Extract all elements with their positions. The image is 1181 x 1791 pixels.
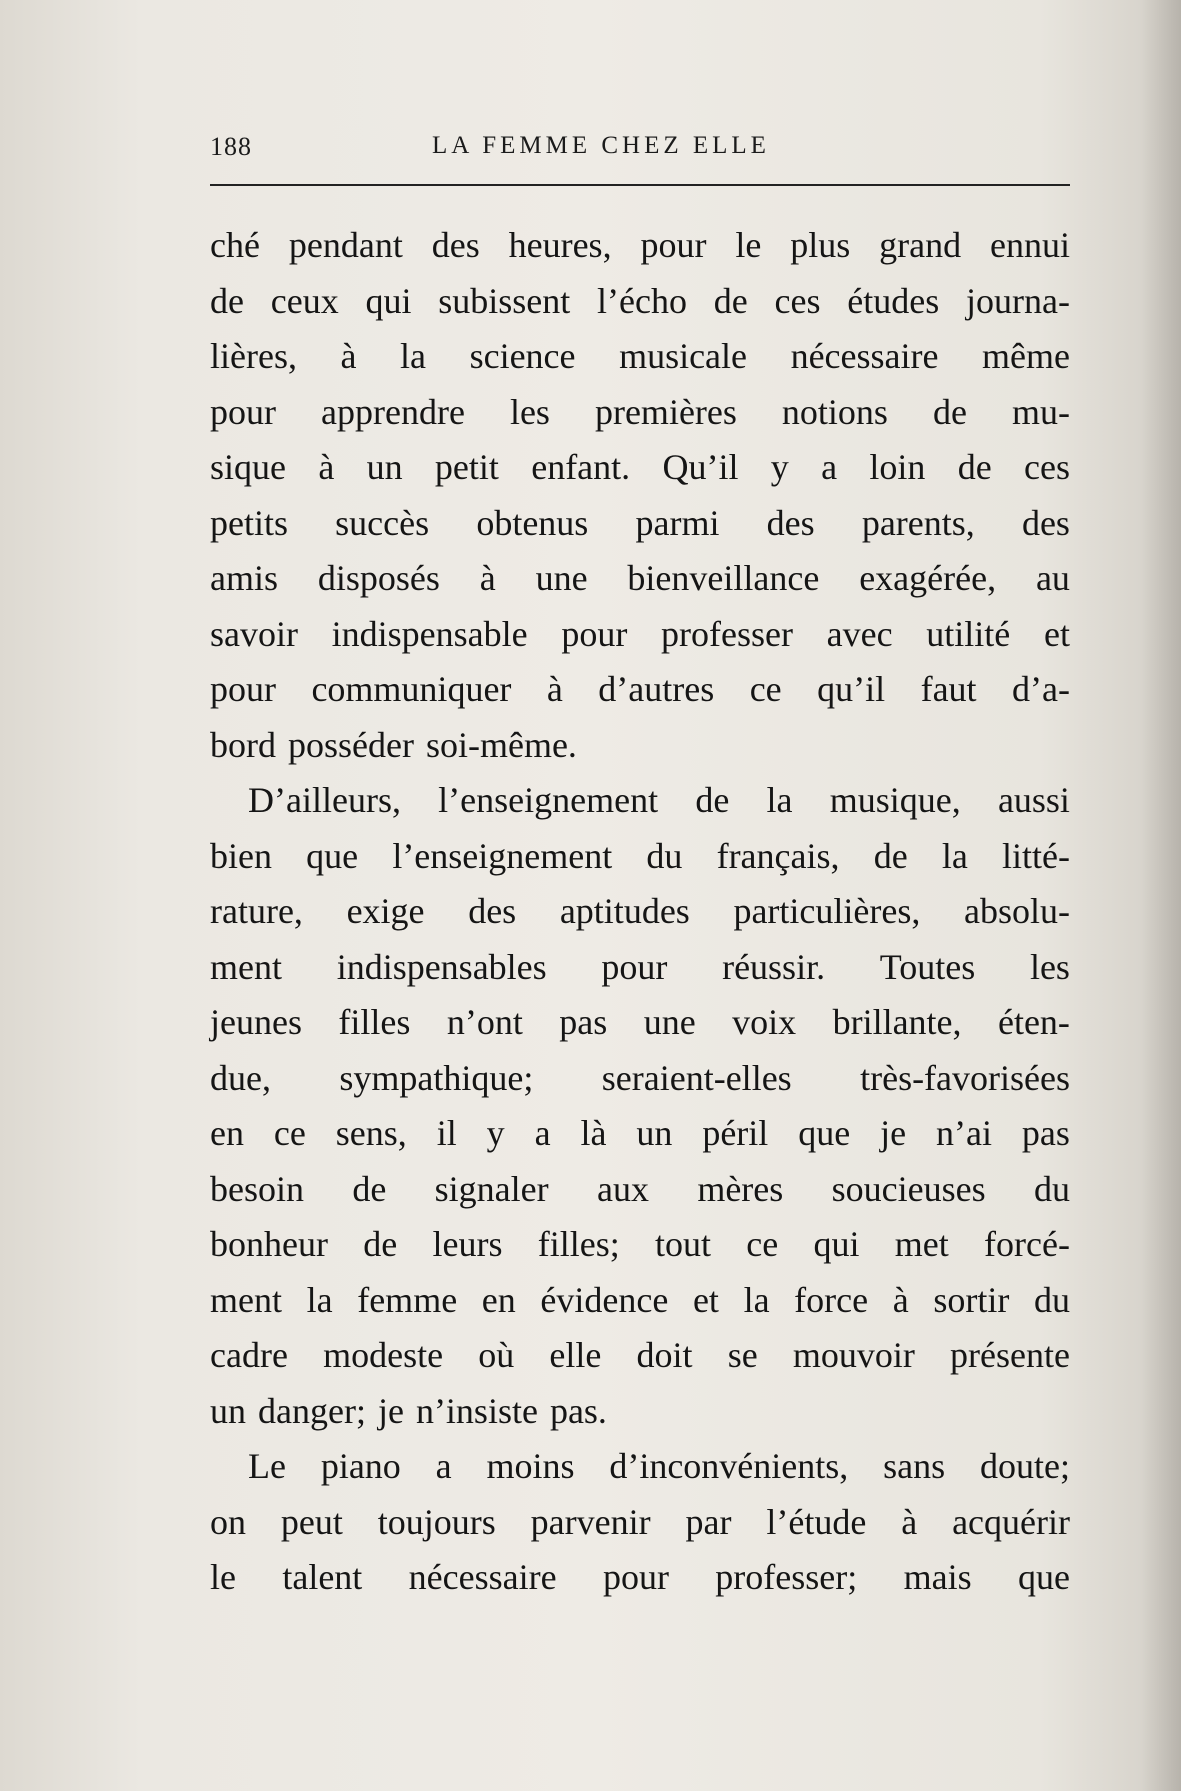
text-line: amis disposés à une bienveillance exagérée, au [210,558,1070,598]
text-line: le talent nécessaire pour professer; mais que [210,1557,1070,1597]
header-rule [210,184,1070,186]
text-line: petits succès obtenus parmi des parents, des [210,502,1070,543]
text-line: savoir indispensable pour professer avec utilité et [210,613,1070,654]
text-line: D’ailleurs, l’enseignement de la musique, aussi [248,780,1070,820]
paragraph [210,773,1070,1439]
text-line: ment la femme en évidence et la force à sortir du [210,1279,1070,1320]
body-text [210,218,1070,1606]
text-line: jeunes filles n’ont pas une voix brillante, éten- [210,1002,1070,1042]
text-line: pour communiquer à d’autres ce qu’il faut d’a- [210,669,1070,709]
text-line: bonheur de leurs filles; tout ce qui met forcé- [210,1224,1070,1264]
text-line: ment indispensables pour réussir. Toutes les [210,946,1070,987]
text-line: bien que l’enseignement du français, de la litté- [210,835,1070,876]
text-line: rature, exige des aptitudes particulières, absolu- [210,891,1070,931]
text-line: cadre modeste où elle doit se mouvoir présente [210,1335,1070,1375]
text-line: pour apprendre les premières notions de mu- [210,391,1070,432]
text-line: lières, à la science musicale nécessaire même [210,336,1070,376]
paragraph [210,218,1070,773]
page-number: 188 [210,132,252,161]
text-line: en ce sens, il y a là un péril que je n’ai pas [210,1113,1070,1153]
page-gutter-shadow [1141,0,1181,1791]
text-line: ché pendant des heures, pour le plus grand ennui [210,225,1070,265]
text-line: de ceux qui subissent l’écho de ces études journa- [210,280,1070,321]
running-title: LA FEMME CHEZ ELLE [432,132,770,159]
text-line: bord posséder soi-même. [210,724,577,765]
text-line: sique à un petit enfant. Qu’il y a loin de ces [210,447,1070,487]
paragraph [210,1439,1070,1606]
page-header [210,128,1070,168]
text-line: besoin de signaler aux mères soucieuses du [210,1168,1070,1209]
text-line: on peut toujours parvenir par l’étude à acquérir [210,1501,1070,1542]
text-line: un danger; je n’insiste pas. [210,1390,607,1431]
text-line: Le piano a moins d’inconvénients, sans doute; [248,1446,1070,1486]
text-line: due, sympathique; seraient-elles très-favorisées [210,1057,1070,1098]
